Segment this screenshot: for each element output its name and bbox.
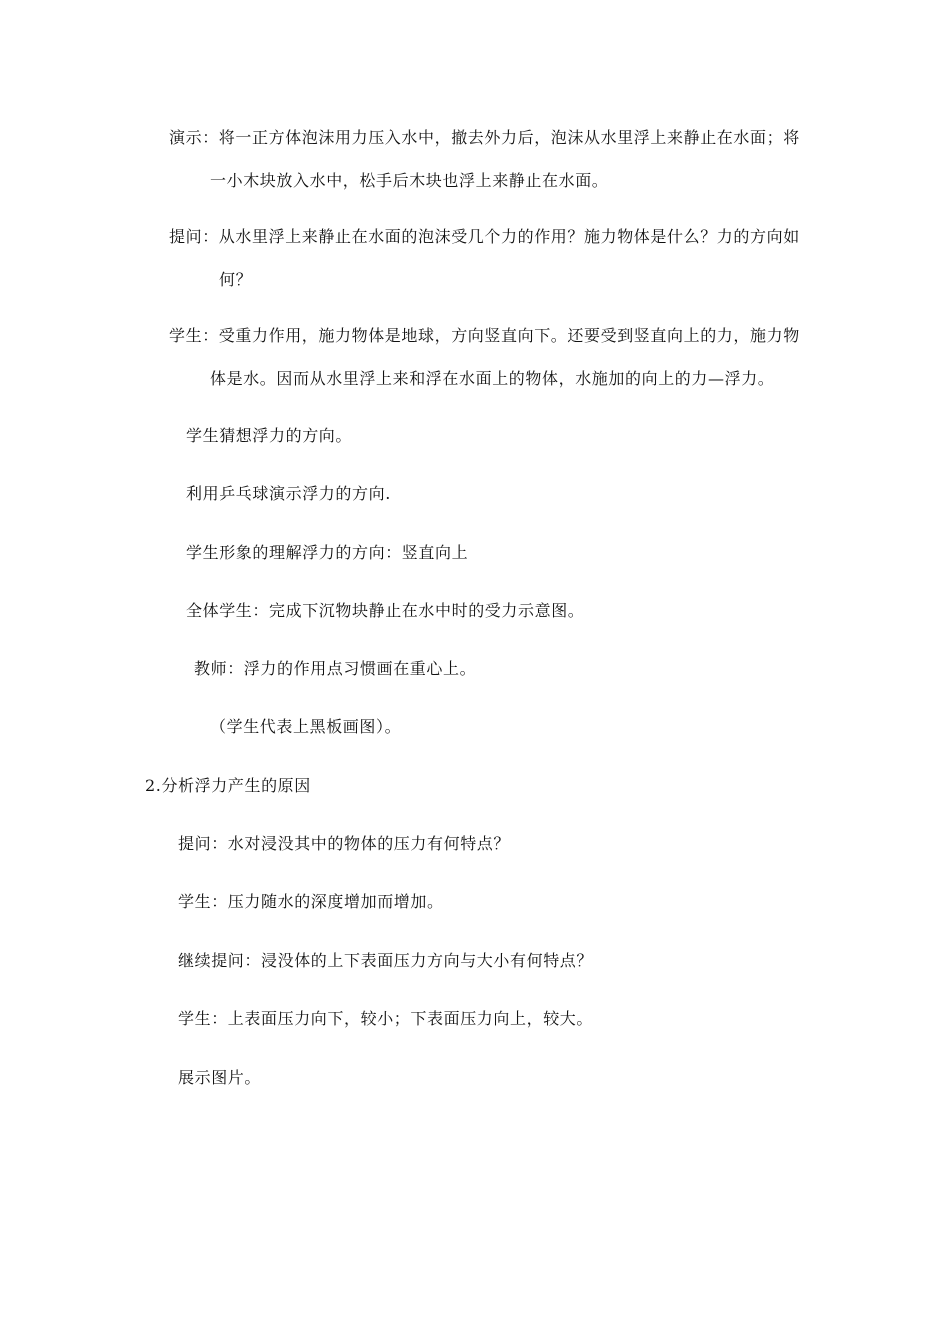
paragraph-pingpong-demo: 利用乒乓球演示浮力的方向. [186,484,391,503]
paragraph-student-line-1: 学生：受重力作用，施力物体是地球，方向竖直向下。还要受到竖直向上的力，施力物 [169,326,800,345]
paragraph-all-students: 全体学生：完成下沉物块静止在水中时的受力示意图。 [186,601,585,620]
paragraph-question-line-2: 何？ [219,270,253,289]
section-heading: 2.分析浮力产生的原因 [145,776,311,795]
paragraph-question-pressure: 提问：水对浸没其中的物体的压力有何特点？ [178,834,511,853]
paragraph-question-line-1: 提问：从水里浮上来静止在水面的泡沫受几个力的作用？施力物体是什么？力的方向如 [169,227,800,246]
paragraph-student-pressure: 学生：压力随水的深度增加而增加。 [178,892,444,911]
paragraph-demo-line-1: 演示：将一正方体泡沫用力压入水中，撤去外力后，泡沫从水里浮上来静止在水面；将 [169,128,800,147]
paragraph-student-line-2: 体是水。因而从水里浮上来和浮在水面上的物体，水施加的向上的力—浮力。 [210,369,775,388]
paragraph-continue-question: 继续提问：浸没体的上下表面压力方向与大小有何特点？ [178,951,594,970]
paragraph-show-picture: 展示图片。 [178,1068,262,1087]
paragraph-direction: 学生形象的理解浮力的方向：竖直向上 [186,543,469,562]
paragraph-demo-line-2: 一小木块放入水中，松手后木块也浮上来静止在水面。 [210,171,609,190]
paragraph-teacher: 教师：浮力的作用点习惯画在重心上。 [194,659,477,678]
paragraph-blackboard: （学生代表上黑板画图）。 [210,717,402,736]
paragraph-guess: 学生猜想浮力的方向。 [186,426,353,445]
paragraph-student-surfaces: 学生：上表面压力向下，较小；下表面压力向上，较大。 [178,1009,594,1028]
